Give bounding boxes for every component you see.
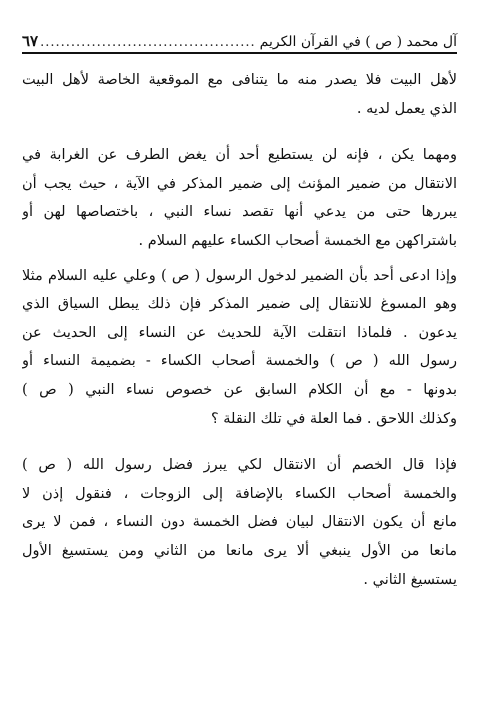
text-line: بدونها - مع أن الكلام السابق عن خصوص نساء النبي ( ص ) [22,381,457,398]
text-line: يدعون . فلماذا انتقلت الآية للحديث عن النساء إلى الحديث عن [22,324,457,341]
text-line: لأهل البيت فلا يصدر منه ما يتنافى مع الموقعية الخاصة لأهل البيت [22,72,457,88]
text-line: يبررها حتى من يدعي أنها تقصد نساء النبي ، باختصاصها لهن أو [22,204,457,221]
header-leader-dots: .......................................... [40,35,256,50]
body-text [22,66,457,600]
paragraph [22,141,457,255]
text-line: وهو المسوغ للانتقال إلى ضمير المذكر فإن ذلك يبطل السياق الذي [22,296,457,313]
paragraph [22,262,457,434]
page-number: ٦٧ [22,32,39,50]
text-line: مانعا من الأول ينبغي ألا يرى مانعا من الثاني ومن يستسيغ الأول [22,542,457,559]
text-line: والخمسة أصحاب الكساء بالإضافة إلى الزوجات ، فنقول إذن لا [22,485,457,502]
header-rule [22,52,457,54]
paragraph [22,451,457,594]
text-line: مانع أن يكون الانتقال لبيان فضل الخمسة دون النساء ، فمن لا يرى [22,514,457,531]
text-line: الانتقال من ضمير المؤنث إلى ضمير المذكر في الآية ، حيث يجب أن [22,175,457,192]
text-line: وكذلك اللاحق . فما العلة في تلك النقلة ؟ [210,410,457,427]
text-line: وإذا ادعى أحد بأن الضمير لدخول الرسول ( ص ) وعلي عليه السلام مثلا [22,267,457,284]
running-header [22,22,457,50]
paragraph [22,66,457,123]
text-line: باشتراكهن مع الخمسة أصحاب الكساء عليهم السلام . [138,232,457,249]
text-line: ومهما يكن ، فإنه لن يستطيع أحد أن يغض الطرف عن الغرابة في [22,147,457,164]
text-line: فإذا قال الخصم أن الانتقال لكي يبرز فضل رسول الله ( ص ) [22,457,457,474]
text-line: الذي يعمل لديه . [356,100,457,117]
text-line: يستسيغ الثاني . [363,571,457,588]
header-title: آل محمد ( ص ) في القرآن الكريم [259,34,457,50]
text-line: رسول الله ( ص ) والخمسة أصحاب الكساء - بضميمة النساء أو [22,353,457,370]
